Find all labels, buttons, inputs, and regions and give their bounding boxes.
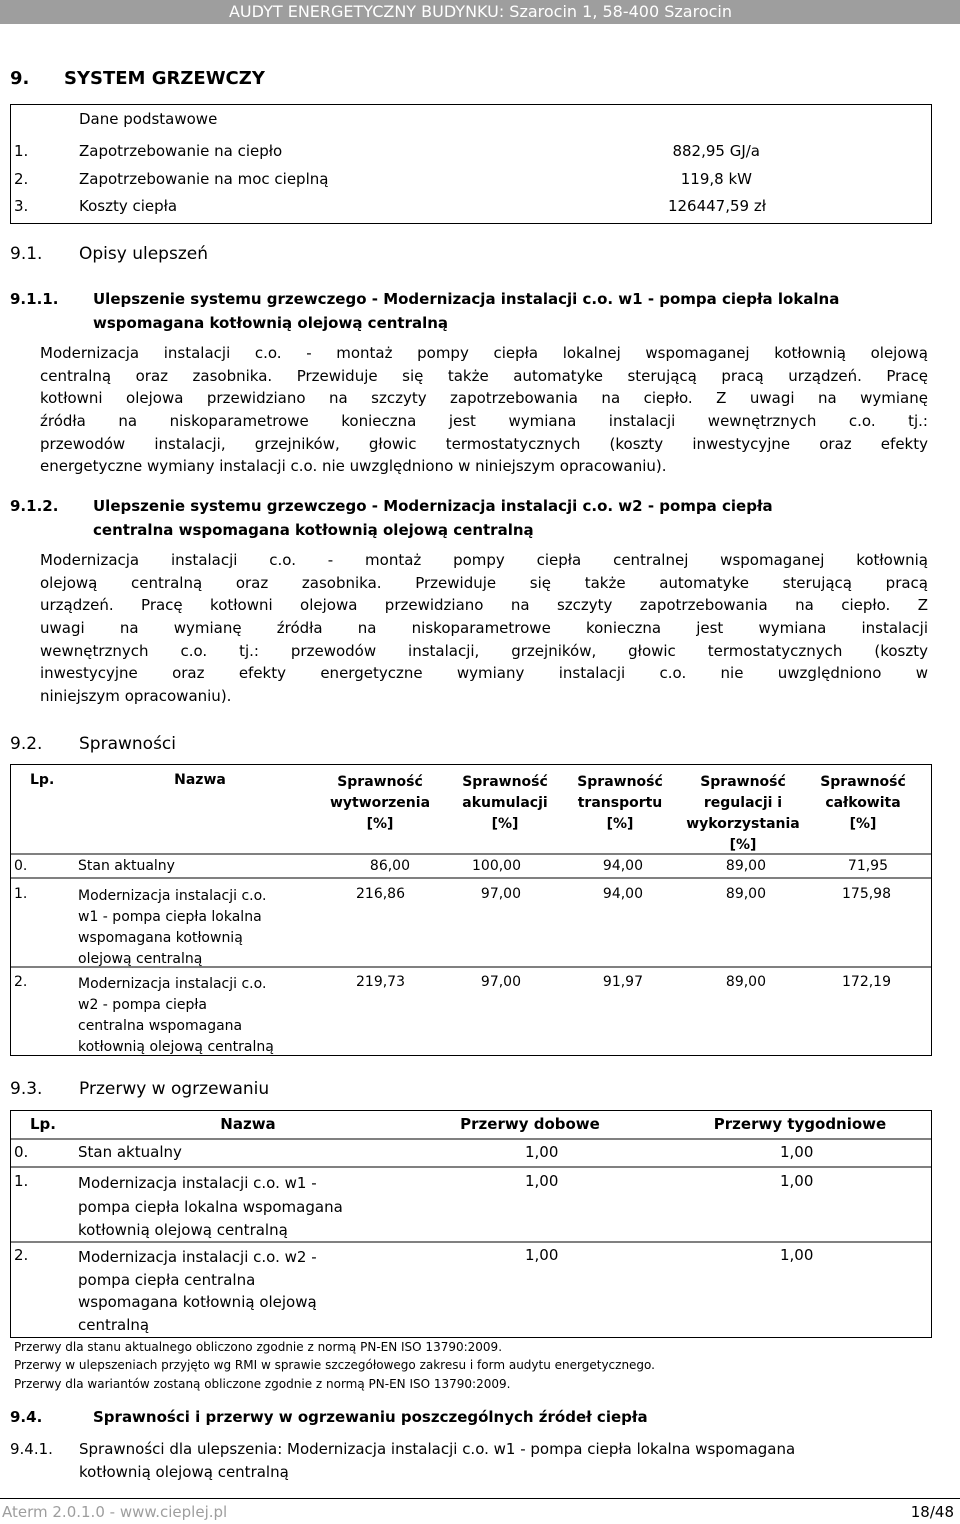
- paragraph-line: energetyczne wymiany instalacji c.o. nie uwzględniono w niniejszym opracowaniu).: [40, 457, 667, 476]
- section-94-number: 9.4.: [10, 1408, 43, 1426]
- breaks-row-daily: 1,00: [525, 1143, 559, 1161]
- section-911-description: [40, 342, 928, 478]
- paragraph-line: przewodów instalacji, grzejników, głowic termostatycznych (koszty inwestycyjne oraz efekty: [40, 434, 928, 453]
- breaks-note: Przerwy w ulepszeniach przyjęto wg RMI w sprawie szczegółowego zakresu i form audytu energetycznego.: [14, 1358, 655, 1372]
- breaks-row-daily: 1,00: [525, 1172, 559, 1190]
- section-912-title-line1: Ulepszenie systemu grzewczego - Modernizacja instalacji c.o. w2 - pompa ciepła: [93, 497, 773, 515]
- eff-row-name: Modernizacja instalacji c.o. w2 - pompa ciepła centralna wspomagana kotłownią olejową centralną: [78, 976, 274, 1055]
- breaks-row-weekly: 1,00: [780, 1246, 814, 1264]
- section-911-number: 9.1.1.: [10, 290, 59, 308]
- section-941-line2: kotłownią olejową centralną: [79, 1463, 289, 1481]
- breaks-note: Przerwy dla wariantów zostaną obliczone zgodnie z normą PN-EN ISO 13790:2009.: [14, 1377, 511, 1391]
- eff-header-total: Sprawność całkowita [%]: [820, 774, 906, 832]
- basic-row-label: Zapotrzebowanie na moc cieplną: [79, 170, 329, 188]
- paragraph-line: Modernizacja instalacji c.o. - montaż pompy ciepła centralnej wspomaganej kotłownią: [40, 551, 928, 569]
- section-941-line1: Sprawności dla ulepszenia: Modernizacja instalacji c.o. w1 - pompa ciepła lokalna wspomagana: [79, 1440, 796, 1458]
- basic-row-value: 882,95 GJ/a: [672, 142, 760, 160]
- section-91-number: 9.1.: [10, 244, 43, 264]
- eff-header-generation: Sprawność wytworzenia [%]: [329, 774, 431, 832]
- eff-value-total: 172,19: [842, 974, 891, 990]
- header-text: AUDYT ENERGETYCZNY BUDYNKU: Szarocin 1, 58-400 Szarocin: [228, 2, 732, 21]
- paragraph-line: wewnętrznych c.o. tj.: przewodów instalacji, grzejników, głowic termostatycznych (koszty: [40, 641, 928, 660]
- eff-value-generation: 216,86: [356, 886, 405, 902]
- basic-row-no: 1.: [14, 142, 29, 160]
- section-912-number: 9.1.2.: [10, 497, 59, 515]
- eff-value-transport: 94,00: [602, 858, 643, 874]
- section-94-title: Sprawności i przerwy w ogrzewaniu poszczególnych źródeł ciepła: [93, 1408, 648, 1426]
- eff-value-regulation: 89,00: [725, 886, 766, 902]
- eff-header-regulation: Sprawność regulacji i wykorzystania [%]: [686, 774, 800, 853]
- eff-row-name: Stan aktualny: [78, 858, 175, 874]
- paragraph-line: niniejszym opracowaniu).: [40, 687, 232, 706]
- page-header: [0, 0, 960, 24]
- paragraph-line: Modernizacja instalacji c.o. - montaż pompy ciepła lokalnej wspomaganej kotłownią olejową: [40, 344, 928, 362]
- breaks-row-name: Modernizacja instalacji c.o. w2 - pompa ciepła centralna wspomagana kotłownią olejową centralną: [78, 1248, 317, 1334]
- section-941-number: 9.4.1.: [10, 1440, 53, 1458]
- eff-row-lp: 2.: [14, 974, 28, 990]
- eff-value-transport: 94,00: [602, 886, 643, 902]
- eff-value-generation: 219,73: [356, 974, 405, 990]
- section-9-title: SYSTEM GRZEWCZY: [64, 68, 265, 89]
- eff-value-total: 71,95: [847, 858, 888, 874]
- basic-row-label: Koszty ciepła: [79, 197, 178, 215]
- footer-software: Aterm 2.0.1.0 - www.cieplej.pl: [2, 1503, 228, 1521]
- breaks-row-name: Modernizacja instalacji c.o. w1 - pompa ciepła lokalna wspomagana kotłownią olejową centralną: [78, 1174, 343, 1239]
- paragraph-line: urządzeń. Pracę kotłowni olejowa przewidziano na szczyty zapotrzebowania na ciepło. Z: [40, 596, 928, 615]
- section-911-title-line1: Ulepszenie systemu grzewczego - Modernizacja instalacji c.o. w1 - pompa ciepła lokalna: [93, 290, 840, 308]
- basic-data-label: Dane podstawowe: [79, 110, 218, 128]
- breaks-row-weekly: 1,00: [780, 1172, 814, 1190]
- breaks-row-weekly: 1,00: [780, 1143, 814, 1161]
- eff-row-lp: 1.: [14, 886, 28, 902]
- eff-value-total: 175,98: [842, 886, 891, 902]
- eff-value-regulation: 89,00: [725, 858, 766, 874]
- basic-row-value: 126447,59 zł: [667, 197, 766, 215]
- breaks-header-lp: Lp.: [30, 1115, 56, 1133]
- breaks-header-daily: Przerwy dobowe: [460, 1115, 600, 1133]
- eff-header-accumulation: Sprawność akumulacji [%]: [462, 774, 548, 832]
- section-92-number: 9.2.: [10, 734, 43, 754]
- eff-row-name: Modernizacja instalacji c.o. w1 - pompa ciepła lokalna wspomagana kotłownią olejową centralną: [78, 888, 267, 967]
- section-911-title-line2: wspomagana kotłownią olejową centralną: [93, 314, 449, 332]
- basic-row-value: 119,8 kW: [680, 170, 752, 188]
- section-912-title-line2: centralna wspomagana kotłownią olejową centralną: [93, 521, 534, 539]
- paragraph-line: centralną oraz zasobnika. Przewiduje się także automatyke sterującą pracą urządzeń. Pracę: [40, 366, 928, 385]
- section-93-title: Przerwy w ogrzewaniu: [79, 1079, 270, 1099]
- section-9-number: 9.: [10, 68, 30, 89]
- breaks-row-daily: 1,00: [525, 1246, 559, 1264]
- paragraph-line: olejową centralną oraz zasobnika. Przewiduje się także automatyke sterującą pracą: [40, 573, 928, 592]
- eff-header-transport: Sprawność transportu [%]: [577, 774, 663, 832]
- eff-value-accumulation: 97,00: [480, 974, 521, 990]
- footer-divider: [0, 1498, 960, 1499]
- breaks-header-weekly: Przerwy tygodniowe: [713, 1115, 887, 1133]
- eff-row-lp: 0.: [14, 858, 28, 874]
- section-92-title: Sprawności: [79, 734, 176, 754]
- eff-header-name: Nazwa: [174, 772, 226, 788]
- eff-header-lp: Lp.: [30, 772, 55, 788]
- footer-page-number: 18/48: [910, 1503, 954, 1521]
- section-93-number: 9.3.: [10, 1079, 43, 1099]
- breaks-row-lp: 1.: [14, 1172, 29, 1190]
- paragraph-line: kotłowni olejowa przewidziano na szczyty zapotrzebowania na ciepło. Z uwagi na wymianę: [40, 389, 928, 408]
- paragraph-line: źródła na niskoparametrowe konieczna jest wymiana instalacji wewnętrznych c.o. tj.:: [40, 412, 928, 431]
- breaks-row-name: Stan aktualny: [78, 1143, 182, 1161]
- eff-value-accumulation: 97,00: [480, 886, 521, 902]
- eff-value-accumulation: 100,00: [472, 858, 521, 874]
- basic-row-no: 2.: [14, 170, 29, 188]
- breaks-header-name: Nazwa: [220, 1115, 276, 1133]
- eff-value-transport: 91,97: [602, 974, 643, 990]
- paragraph-line: inwestycyjne oraz efekty energetyczne wymiany instalacji c.o. nie uwzględniono w: [40, 664, 928, 683]
- basic-row-label: Zapotrzebowanie na ciepło: [79, 142, 283, 160]
- section-91-title: Opisy ulepszeń: [79, 244, 208, 264]
- breaks-row-lp: 2.: [14, 1246, 29, 1264]
- eff-value-generation: 86,00: [369, 858, 410, 874]
- paragraph-line: uwagi na wymianę źródła na niskoparametrowe konieczna jest wymiana instalacji: [40, 619, 928, 638]
- eff-value-regulation: 89,00: [725, 974, 766, 990]
- section-912-description: [40, 549, 928, 708]
- breaks-note: Przerwy dla stanu aktualnego obliczono zgodnie z normą PN-EN ISO 13790:2009.: [14, 1340, 503, 1354]
- basic-row-no: 3.: [14, 197, 29, 215]
- breaks-row-lp: 0.: [14, 1143, 29, 1161]
